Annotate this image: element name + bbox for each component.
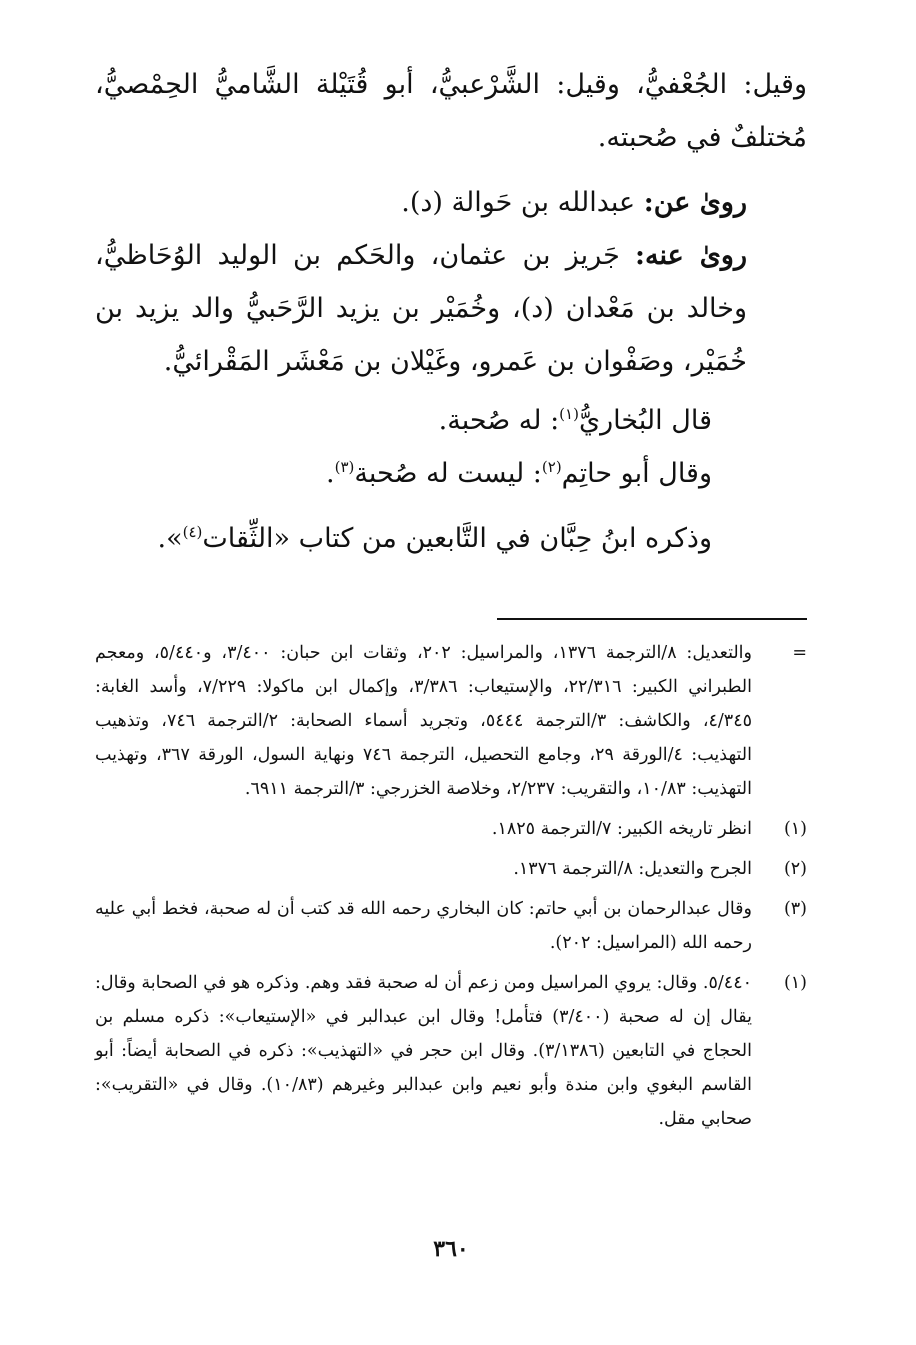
ibn-hibban-text-a: وذكره ابنُ حِبَّان في التَّابعين من كتاب «الثِّقات (202, 523, 712, 554)
footnote-text: ٥/٤٤٠. وقال: يروي المراسيل ومن زعم أن له صحبة فقد وهم. وذكره هو في الصحابة وقال: يقال إن له صحبة (٣/٤٠٠) فتأمل! وقال ابن عبدالبر في «الإستيعاب»: ذكره مسلم بن الحجاج في التابعين (٣/١٣٨٦). وقال ابن حجر في «التهذيب»: ذكره في الصحابة أيضاً: أبو القاسم البغوي وابن مندة وأبو نعيم وابن عبدالبر وغيرهم (١٠/٨٣). وقال في «التقريب»: صحابي مقل. (95, 973, 753, 1129)
rawa-anhu-label: روىٰ عنه: (635, 240, 747, 271)
rawa-anhu-text: جَريز بن عثمان، والحَكم بن الوليد الوُحَاظيُّ، وخالد بن مَعْدان (د)، وخُمَيْر بن يزيد الرَّحَبيُّ والد يزيد بن خُمَيْر، وصَفْوان بن عَمرو، وغَيْلان بن مَعْشَر المَقْرائيُّ. (95, 240, 747, 377)
footnote-text: انظر تاريخه الكبير: ٧/الترجمة ١٨٢٥. (491, 819, 752, 839)
abu-hatim-text-c: . (326, 458, 335, 489)
footnote-ref-4[interactable]: (٤) (182, 523, 203, 541)
abu-hatim-text-a: وقال أبو حاتِم (561, 458, 712, 489)
footnote-4 (95, 966, 807, 1136)
paragraph-rawa-anhu (95, 229, 807, 388)
bukhari-text-a: قال البُخاريُّ (578, 405, 712, 436)
paragraph-rawa-an (95, 176, 807, 229)
footnote-ref-2[interactable]: (٢) (541, 458, 562, 476)
paragraph-nisba: وقيل: الجُعْفيُّ، وقيل: الشَّرْعبيُّ، أبو قُتَيْلة الشَّاميُّ الحِمْصيُّ، مُختلفٌ في صُحبته. (95, 69, 807, 153)
paragraph-bukhari (95, 394, 807, 447)
abu-hatim-text-b: : ليست له صُحبة (354, 458, 542, 489)
book-page (95, 0, 807, 1345)
paragraph-ibn-hibban (95, 512, 807, 565)
footnote-ref-1[interactable]: (١) (559, 405, 579, 423)
footnote-continuation (95, 636, 807, 806)
bukhari-text-b: : له صُحبة. (438, 405, 560, 436)
footnote-number: = (792, 643, 807, 663)
main-text (95, 58, 807, 565)
footnote-text: والتعديل: ٨/الترجمة ١٣٧٦، والمراسيل: ٢٠٢، وثقات ابن حبان: ٣/٤٠٠، و٥/٤٤٠، ومعجم الطبراني الكبير: ٢٢/٣١٦، والإستيعاب: ٣/٣٨٦، وإكمال ابن ماكولا: ٧/٢٢٩، وأسد الغابة: ٤/٣٤٥، والكاشف: ٣/الترجمة ٥٤٤٤، وتجريد أسماء الصحابة: ٢/الترجمة ٧٤٦، وتذهيب التهذيب: ٤/الورقة ٢٩، وجامع التحصيل، الترجمة ٧٤٦ ونهاية السول، الورقة ٣٦٧، وتهذيب التهذيب: ١٠/٨٣، والتقريب: ٢/٢٣٧، وخلاصة الخزرجي: ٣/الترجمة ٦٩١١. (95, 643, 752, 799)
footnote-text: الجرح والتعديل: ٨/الترجمة ١٣٧٦. (513, 859, 752, 879)
paragraph-abu-hatim (95, 447, 807, 500)
page-number: ٣٦٠ (433, 1236, 469, 1262)
footnote-number: (٢) (783, 859, 807, 879)
footnote-number: (١) (783, 819, 807, 839)
rawa-an-text: عبدالله بن حَوالة (د). (401, 187, 636, 218)
ibn-hibban-text-b: ». (157, 523, 183, 554)
footnote-1 (95, 812, 807, 846)
footnote-separator (497, 618, 807, 620)
footnotes (95, 636, 807, 1142)
footnote-3 (95, 892, 807, 960)
footnote-number: (١) (783, 973, 807, 993)
rawa-an-label: روىٰ عن: (643, 187, 747, 218)
footnote-text: وقال عبدالرحمان بن أبي حاتم: كان البخاري رحمه الله قد كتب أن له صحبة، فخط أبي عليه رحمه الله (المراسيل: ٢٠٢). (95, 899, 752, 953)
footnote-number: (٣) (783, 899, 807, 919)
footnote-ref-3[interactable]: (٣) (334, 458, 355, 476)
footnote-2 (95, 852, 807, 886)
